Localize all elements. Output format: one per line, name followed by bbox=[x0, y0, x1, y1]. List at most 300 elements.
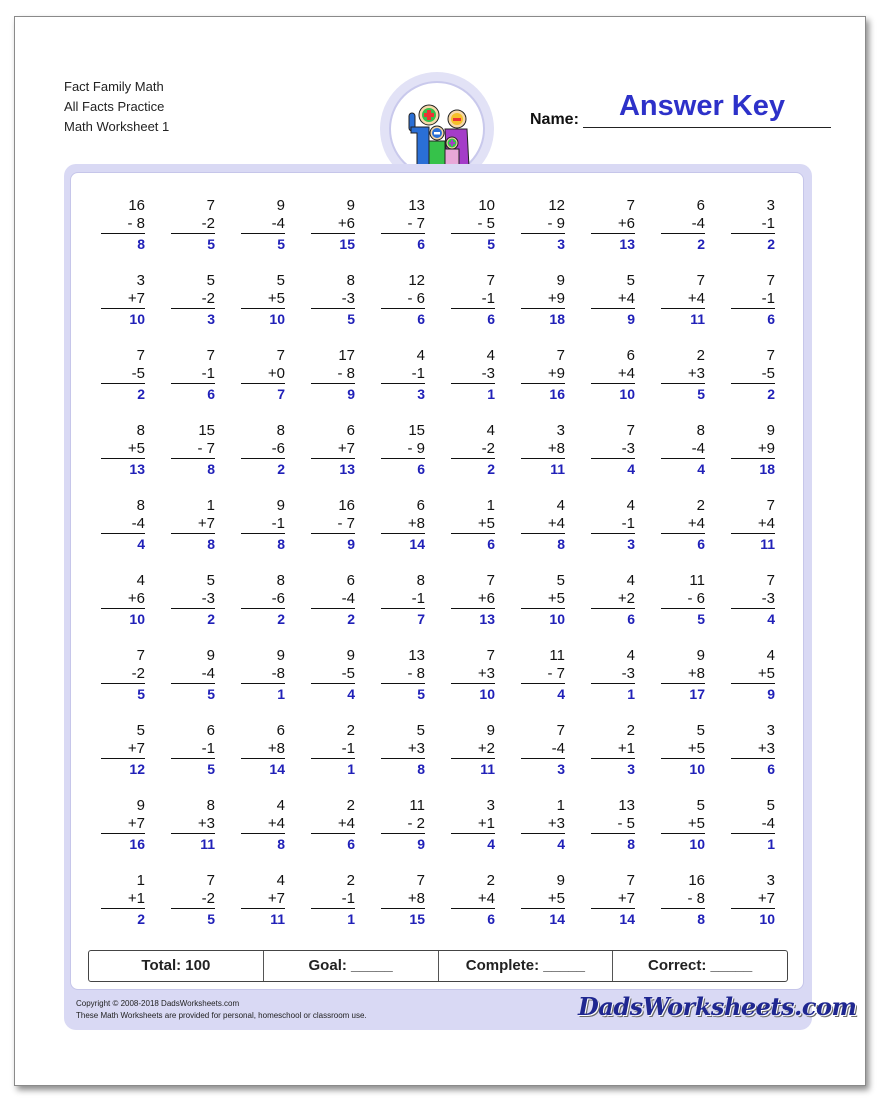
problem-top-number: 7 bbox=[556, 347, 565, 364]
problem-top-number: 13 bbox=[408, 197, 425, 214]
problem-answer: 9 bbox=[627, 311, 635, 327]
problem-3-9 bbox=[661, 347, 705, 404]
problem-operator-number: - 5 bbox=[451, 215, 495, 234]
problem-top-number: 13 bbox=[408, 647, 425, 664]
complete-cell: Complete: _____ bbox=[439, 951, 614, 981]
problem-top-number: 9 bbox=[346, 197, 355, 214]
problem-5-4 bbox=[311, 497, 355, 554]
problem-top-number: 6 bbox=[346, 422, 355, 439]
problem-operator-number: - 9 bbox=[521, 215, 565, 234]
problem-top-number: 9 bbox=[696, 647, 705, 664]
problem-answer: 1 bbox=[277, 686, 285, 702]
problem-operator-number: -1 bbox=[311, 890, 355, 909]
problem-answer: 9 bbox=[347, 536, 355, 552]
problem-top-number: 8 bbox=[416, 572, 425, 589]
problem-operator-number: -4 bbox=[311, 590, 355, 609]
problem-5-10 bbox=[731, 497, 775, 554]
problem-answer: 2 bbox=[207, 611, 215, 627]
problem-operator-number: +4 bbox=[661, 290, 705, 309]
problem-top-number: 11 bbox=[549, 647, 565, 664]
problem-10-7 bbox=[521, 872, 565, 929]
problem-answer: 2 bbox=[347, 611, 355, 627]
problem-operator-number: +6 bbox=[311, 215, 355, 234]
problem-answer: 6 bbox=[767, 761, 775, 777]
problem-answer: 8 bbox=[207, 461, 215, 477]
problem-3-6 bbox=[451, 347, 495, 404]
problem-top-number: 11 bbox=[689, 572, 705, 589]
problem-top-number: 2 bbox=[346, 872, 355, 889]
problem-operator-number: +4 bbox=[451, 890, 495, 909]
problem-answer: 13 bbox=[619, 236, 635, 252]
problem-5-2 bbox=[171, 497, 215, 554]
problem-1-3 bbox=[241, 197, 285, 254]
problem-8-3 bbox=[241, 722, 285, 779]
problem-answer: 8 bbox=[627, 836, 635, 852]
problem-grid bbox=[71, 173, 805, 953]
title-line-3: Math Worksheet 1 bbox=[64, 119, 170, 134]
problem-top-number: 9 bbox=[766, 422, 775, 439]
problem-3-2 bbox=[171, 347, 215, 404]
problem-answer: 8 bbox=[277, 536, 285, 552]
problem-operator-number: -4 bbox=[731, 815, 775, 834]
problem-top-number: 4 bbox=[276, 872, 285, 889]
problem-operator-number: +8 bbox=[521, 440, 565, 459]
problem-answer: 5 bbox=[207, 911, 215, 927]
problem-top-number: 7 bbox=[136, 347, 145, 364]
problem-top-number: 4 bbox=[416, 347, 425, 364]
problem-operator-number: +6 bbox=[451, 590, 495, 609]
problem-answer: 1 bbox=[347, 911, 355, 927]
problem-1-10 bbox=[731, 197, 775, 254]
problem-operator-number: +7 bbox=[241, 890, 285, 909]
problem-operator-number: -5 bbox=[311, 665, 355, 684]
problem-operator-number: +5 bbox=[451, 515, 495, 534]
problem-operator-number: -6 bbox=[241, 590, 285, 609]
problem-5-3 bbox=[241, 497, 285, 554]
problem-10-9 bbox=[661, 872, 705, 929]
problem-5-6 bbox=[451, 497, 495, 554]
problem-4-1 bbox=[101, 422, 145, 479]
problem-top-number: 12 bbox=[548, 197, 565, 214]
problem-9-5 bbox=[381, 797, 425, 854]
problem-operator-number: +2 bbox=[591, 590, 635, 609]
problem-top-number: 5 bbox=[766, 797, 775, 814]
problem-operator-number: -1 bbox=[171, 740, 215, 759]
problem-top-number: 1 bbox=[136, 872, 145, 889]
problem-operator-number: +9 bbox=[521, 365, 565, 384]
problem-top-number: 16 bbox=[128, 197, 145, 214]
problem-answer: 18 bbox=[759, 461, 775, 477]
problem-7-5 bbox=[381, 647, 425, 704]
problem-top-number: 6 bbox=[416, 497, 425, 514]
problem-operator-number: -4 bbox=[171, 665, 215, 684]
problem-operator-number: - 7 bbox=[521, 665, 565, 684]
problem-answer: 6 bbox=[417, 461, 425, 477]
problem-top-number: 17 bbox=[338, 347, 355, 364]
problem-operator-number: - 7 bbox=[311, 515, 355, 534]
problem-answer: 10 bbox=[619, 386, 635, 402]
problem-operator-number: +1 bbox=[591, 740, 635, 759]
problem-top-number: 7 bbox=[626, 422, 635, 439]
problem-operator-number: -3 bbox=[451, 365, 495, 384]
problem-top-number: 6 bbox=[276, 722, 285, 739]
problem-9-3 bbox=[241, 797, 285, 854]
problem-operator-number: -4 bbox=[101, 515, 145, 534]
problem-operator-number: +4 bbox=[591, 365, 635, 384]
problem-operator-number: - 6 bbox=[381, 290, 425, 309]
problem-operator-number: -1 bbox=[311, 740, 355, 759]
problem-top-number: 6 bbox=[346, 572, 355, 589]
problem-operator-number: - 2 bbox=[381, 815, 425, 834]
problem-top-number: 5 bbox=[696, 797, 705, 814]
problem-operator-number: +9 bbox=[731, 440, 775, 459]
problem-top-number: 5 bbox=[696, 722, 705, 739]
problem-answer: 7 bbox=[417, 611, 425, 627]
problem-operator-number: +3 bbox=[661, 365, 705, 384]
problem-4-7 bbox=[521, 422, 565, 479]
problem-8-6 bbox=[451, 722, 495, 779]
problem-operator-number: +8 bbox=[661, 665, 705, 684]
problem-4-5 bbox=[381, 422, 425, 479]
problem-answer: 13 bbox=[479, 611, 495, 627]
problem-answer: 5 bbox=[487, 236, 495, 252]
problem-operator-number: +7 bbox=[101, 290, 145, 309]
problem-answer: 6 bbox=[417, 236, 425, 252]
problem-top-number: 8 bbox=[206, 797, 215, 814]
problem-top-number: 4 bbox=[276, 797, 285, 814]
problem-answer: 7 bbox=[277, 386, 285, 402]
problem-4-6 bbox=[451, 422, 495, 479]
name-line bbox=[583, 127, 831, 128]
problem-answer: 10 bbox=[689, 761, 705, 777]
problem-answer: 2 bbox=[277, 461, 285, 477]
problem-operator-number: +5 bbox=[241, 290, 285, 309]
problem-operator-number: - 9 bbox=[381, 440, 425, 459]
problem-answer: 6 bbox=[627, 611, 635, 627]
problem-2-7 bbox=[521, 272, 565, 329]
problem-top-number: 5 bbox=[416, 722, 425, 739]
problem-operator-number: -2 bbox=[101, 665, 145, 684]
problem-answer: 2 bbox=[137, 386, 145, 402]
problem-top-number: 1 bbox=[486, 497, 495, 514]
problem-operator-number: -1 bbox=[591, 515, 635, 534]
problem-8-2 bbox=[171, 722, 215, 779]
problem-top-number: 7 bbox=[766, 272, 775, 289]
correct-cell: Correct: _____ bbox=[648, 957, 753, 974]
problem-2-8 bbox=[591, 272, 635, 329]
problem-9-1 bbox=[101, 797, 145, 854]
problem-operator-number: -1 bbox=[171, 365, 215, 384]
problem-operator-number: +4 bbox=[311, 815, 355, 834]
problem-answer: 5 bbox=[137, 686, 145, 702]
problem-operator-number: -4 bbox=[661, 215, 705, 234]
problem-answer: 10 bbox=[479, 686, 495, 702]
problem-2-9 bbox=[661, 272, 705, 329]
problem-operator-number: +1 bbox=[101, 890, 145, 909]
problem-top-number: 2 bbox=[346, 722, 355, 739]
problem-answer: 9 bbox=[767, 686, 775, 702]
problem-6-2 bbox=[171, 572, 215, 629]
problem-answer: 16 bbox=[129, 836, 145, 852]
problem-8-10 bbox=[731, 722, 775, 779]
problem-3-10 bbox=[731, 347, 775, 404]
problem-operator-number: -1 bbox=[381, 590, 425, 609]
problem-answer: 4 bbox=[557, 836, 565, 852]
problem-4-4 bbox=[311, 422, 355, 479]
problem-2-4 bbox=[311, 272, 355, 329]
problem-operator-number: +3 bbox=[521, 815, 565, 834]
problem-answer: 2 bbox=[767, 236, 775, 252]
problem-answer: 16 bbox=[549, 386, 565, 402]
problem-top-number: 5 bbox=[556, 572, 565, 589]
problem-top-number: 1 bbox=[556, 797, 565, 814]
problem-10-5 bbox=[381, 872, 425, 929]
problem-answer: 5 bbox=[347, 311, 355, 327]
problem-answer: 17 bbox=[689, 686, 705, 702]
problem-answer: 1 bbox=[627, 686, 635, 702]
problem-8-9 bbox=[661, 722, 705, 779]
problem-operator-number: -6 bbox=[241, 440, 285, 459]
problem-9-8 bbox=[591, 797, 635, 854]
problem-top-number: 5 bbox=[206, 272, 215, 289]
worksheet-title-block bbox=[64, 77, 169, 137]
problem-operator-number: - 7 bbox=[171, 440, 215, 459]
problem-operator-number: +8 bbox=[381, 515, 425, 534]
problem-top-number: 7 bbox=[766, 347, 775, 364]
problem-answer: 2 bbox=[487, 461, 495, 477]
problem-operator-number: +3 bbox=[381, 740, 425, 759]
problem-answer: 4 bbox=[767, 611, 775, 627]
problem-1-7 bbox=[521, 197, 565, 254]
problem-answer: 4 bbox=[557, 686, 565, 702]
problem-answer: 13 bbox=[129, 461, 145, 477]
problem-answer: 8 bbox=[557, 536, 565, 552]
copyright-line: Copyright © 2008-2018 DadsWorksheets.com bbox=[76, 999, 240, 1008]
problem-1-9 bbox=[661, 197, 705, 254]
problems-panel-inner bbox=[70, 172, 804, 990]
problem-top-number: 9 bbox=[556, 872, 565, 889]
problem-operator-number: +6 bbox=[101, 590, 145, 609]
problem-operator-number: +7 bbox=[101, 815, 145, 834]
problem-8-5 bbox=[381, 722, 425, 779]
problem-top-number: 2 bbox=[486, 872, 495, 889]
problem-top-number: 6 bbox=[626, 347, 635, 364]
problem-top-number: 4 bbox=[766, 647, 775, 664]
problem-top-number: 8 bbox=[276, 422, 285, 439]
problem-operator-number: +4 bbox=[661, 515, 705, 534]
problem-3-3 bbox=[241, 347, 285, 404]
problem-9-4 bbox=[311, 797, 355, 854]
problem-operator-number: +5 bbox=[661, 815, 705, 834]
problem-answer: 11 bbox=[760, 536, 775, 552]
problem-answer: 5 bbox=[697, 386, 705, 402]
problem-top-number: 8 bbox=[136, 422, 145, 439]
problem-top-number: 7 bbox=[486, 647, 495, 664]
problem-2-3 bbox=[241, 272, 285, 329]
problem-operator-number: +4 bbox=[521, 515, 565, 534]
problem-6-5 bbox=[381, 572, 425, 629]
problem-operator-number: - 8 bbox=[661, 890, 705, 909]
title-line-2: All Facts Practice bbox=[64, 99, 165, 114]
problem-7-6 bbox=[451, 647, 495, 704]
problem-operator-number: -1 bbox=[731, 290, 775, 309]
problem-operator-number: -8 bbox=[241, 665, 285, 684]
problems-panel bbox=[64, 164, 812, 1030]
problem-operator-number: +5 bbox=[661, 740, 705, 759]
goal-cell: Goal: _____ bbox=[264, 951, 439, 981]
problem-7-4 bbox=[311, 647, 355, 704]
problem-operator-number: +7 bbox=[731, 890, 775, 909]
problem-7-9 bbox=[661, 647, 705, 704]
problem-answer: 14 bbox=[269, 761, 285, 777]
problem-top-number: 11 bbox=[409, 797, 425, 814]
problem-3-5 bbox=[381, 347, 425, 404]
problem-answer: 1 bbox=[487, 386, 495, 402]
problem-operator-number: +7 bbox=[311, 440, 355, 459]
problem-operator-number: - 7 bbox=[381, 215, 425, 234]
problem-top-number: 15 bbox=[408, 422, 425, 439]
problem-operator-number: - 8 bbox=[101, 215, 145, 234]
problem-operator-number: +7 bbox=[101, 740, 145, 759]
problem-answer: 3 bbox=[557, 761, 565, 777]
problem-5-5 bbox=[381, 497, 425, 554]
problem-top-number: 7 bbox=[766, 497, 775, 514]
problem-6-6 bbox=[451, 572, 495, 629]
problem-10-4 bbox=[311, 872, 355, 929]
problem-answer: 9 bbox=[417, 836, 425, 852]
problem-top-number: 4 bbox=[556, 497, 565, 514]
problem-answer: 8 bbox=[697, 911, 705, 927]
problem-top-number: 7 bbox=[486, 572, 495, 589]
problem-top-number: 16 bbox=[338, 497, 355, 514]
problem-operator-number: -1 bbox=[731, 215, 775, 234]
problem-answer: 3 bbox=[207, 311, 215, 327]
problem-5-1 bbox=[101, 497, 145, 554]
problem-answer: 14 bbox=[619, 911, 635, 927]
problem-4-9 bbox=[661, 422, 705, 479]
problem-answer: 4 bbox=[697, 461, 705, 477]
problem-9-6 bbox=[451, 797, 495, 854]
problem-top-number: 9 bbox=[556, 272, 565, 289]
problem-top-number: 7 bbox=[206, 197, 215, 214]
problem-7-8 bbox=[591, 647, 635, 704]
problem-answer: 11 bbox=[550, 461, 565, 477]
problem-4-8 bbox=[591, 422, 635, 479]
problem-top-number: 7 bbox=[206, 872, 215, 889]
problem-answer: 3 bbox=[627, 536, 635, 552]
problem-operator-number: -2 bbox=[171, 290, 215, 309]
problem-top-number: 7 bbox=[486, 272, 495, 289]
problem-answer: 3 bbox=[627, 761, 635, 777]
problem-operator-number: -3 bbox=[171, 590, 215, 609]
problem-top-number: 7 bbox=[766, 572, 775, 589]
problem-answer: 6 bbox=[767, 311, 775, 327]
problem-answer: 11 bbox=[690, 311, 705, 327]
problem-top-number: 7 bbox=[416, 872, 425, 889]
problem-top-number: 15 bbox=[198, 422, 215, 439]
problem-top-number: 8 bbox=[346, 272, 355, 289]
problem-operator-number: -2 bbox=[451, 440, 495, 459]
problem-answer: 4 bbox=[137, 536, 145, 552]
problem-answer: 14 bbox=[409, 536, 425, 552]
problem-answer: 4 bbox=[627, 461, 635, 477]
problem-top-number: 2 bbox=[696, 497, 705, 514]
problem-2-10 bbox=[731, 272, 775, 329]
problem-top-number: 10 bbox=[478, 197, 495, 214]
problem-6-10 bbox=[731, 572, 775, 629]
problem-top-number: 8 bbox=[136, 497, 145, 514]
problem-top-number: 9 bbox=[276, 197, 285, 214]
problem-answer: 8 bbox=[137, 236, 145, 252]
family-icon bbox=[403, 93, 475, 169]
problem-top-number: 8 bbox=[696, 422, 705, 439]
problem-operator-number: - 8 bbox=[381, 665, 425, 684]
problem-operator-number: +9 bbox=[521, 290, 565, 309]
problem-answer: 8 bbox=[277, 836, 285, 852]
problem-operator-number: -3 bbox=[311, 290, 355, 309]
problem-10-2 bbox=[171, 872, 215, 929]
problem-answer: 15 bbox=[409, 911, 425, 927]
problem-6-4 bbox=[311, 572, 355, 629]
problem-6-7 bbox=[521, 572, 565, 629]
problem-answer: 4 bbox=[487, 836, 495, 852]
problem-operator-number: -5 bbox=[731, 365, 775, 384]
problem-top-number: 9 bbox=[276, 647, 285, 664]
problem-2-5 bbox=[381, 272, 425, 329]
problem-top-number: 9 bbox=[136, 797, 145, 814]
problem-8-1 bbox=[101, 722, 145, 779]
problem-6-1 bbox=[101, 572, 145, 629]
problem-7-2 bbox=[171, 647, 215, 704]
problem-top-number: 5 bbox=[136, 722, 145, 739]
problem-top-number: 1 bbox=[206, 497, 215, 514]
problem-answer: 10 bbox=[549, 611, 565, 627]
answer-key-text: Answer Key bbox=[618, 90, 785, 122]
problem-answer: 6 bbox=[487, 911, 495, 927]
problem-answer: 11 bbox=[480, 761, 495, 777]
problem-operator-number: -4 bbox=[241, 215, 285, 234]
problem-operator-number: -3 bbox=[591, 665, 635, 684]
problem-operator-number: -4 bbox=[661, 440, 705, 459]
problem-answer: 3 bbox=[417, 386, 425, 402]
problem-operator-number: +4 bbox=[241, 815, 285, 834]
problem-top-number: 4 bbox=[626, 647, 635, 664]
problem-10-8 bbox=[591, 872, 635, 929]
problem-5-9 bbox=[661, 497, 705, 554]
problem-operator-number: - 8 bbox=[311, 365, 355, 384]
problem-operator-number: +4 bbox=[591, 290, 635, 309]
problem-operator-number: +5 bbox=[521, 590, 565, 609]
problem-top-number: 4 bbox=[626, 497, 635, 514]
problem-top-number: 7 bbox=[626, 872, 635, 889]
problem-7-7 bbox=[521, 647, 565, 704]
dadsworksheets-logo[interactable]: DadsWorksheets.com bbox=[578, 992, 857, 1021]
problem-top-number: 4 bbox=[136, 572, 145, 589]
problem-operator-number: +0 bbox=[241, 365, 285, 384]
problem-answer: 11 bbox=[270, 911, 285, 927]
problem-operator-number: +5 bbox=[521, 890, 565, 909]
problem-top-number: 7 bbox=[276, 347, 285, 364]
problem-operator-number: +1 bbox=[451, 815, 495, 834]
problem-answer: 13 bbox=[339, 461, 355, 477]
problem-operator-number: +7 bbox=[171, 515, 215, 534]
problem-7-1 bbox=[101, 647, 145, 704]
problem-1-4 bbox=[311, 197, 355, 254]
problem-10-3 bbox=[241, 872, 285, 929]
problem-answer: 5 bbox=[207, 686, 215, 702]
problem-answer: 5 bbox=[697, 611, 705, 627]
problem-8-8 bbox=[591, 722, 635, 779]
